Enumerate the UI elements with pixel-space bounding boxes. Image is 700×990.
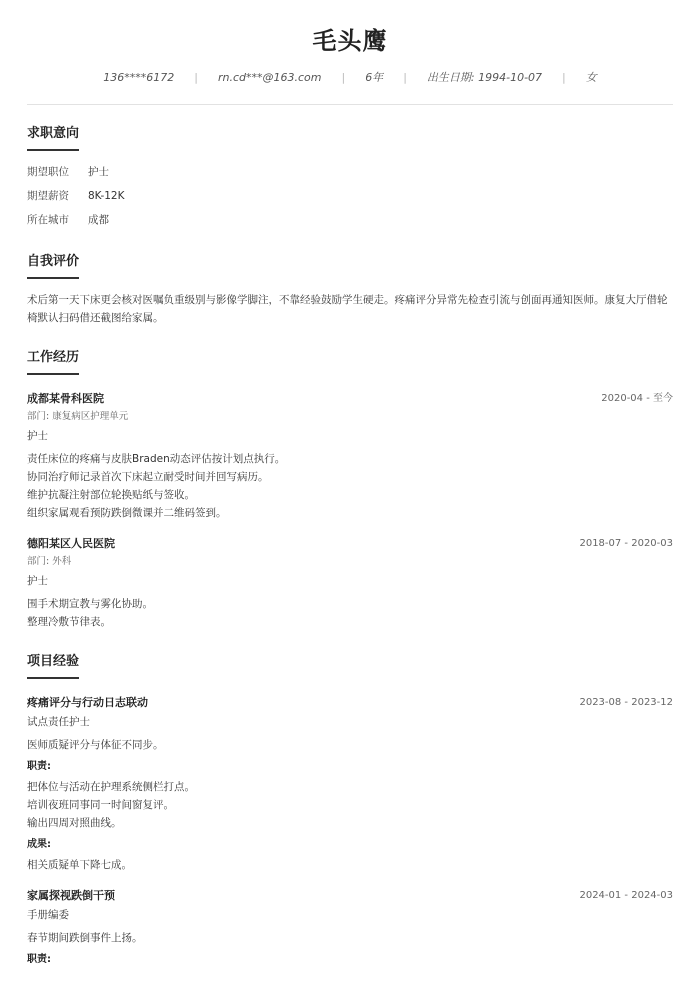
intent-key: 期望薪资: [27, 190, 69, 202]
intent-key: 所在城市: [27, 214, 69, 226]
job-title: 护士: [27, 575, 48, 587]
department: 部门: 外科: [27, 556, 72, 567]
duty-label: 职责:: [27, 954, 51, 965]
intent-row-city: [27, 213, 673, 227]
work-entry: [27, 391, 673, 522]
section-underline: [27, 277, 79, 279]
experience-years: 6年: [365, 71, 384, 84]
birth-date: 出生日期: 1994-10-07: [426, 71, 543, 84]
section-title-work: 工作经历: [27, 350, 80, 365]
result-label: 成果:: [27, 839, 51, 850]
intent-value: 护士: [88, 166, 109, 178]
resume-page: [27, 0, 673, 969]
duty-line: 组织家属观看预防跌倒微课并二维码签到。: [27, 507, 227, 519]
project-role: 手册编委: [27, 909, 69, 921]
section-underline: [27, 677, 79, 679]
separator: |: [562, 70, 566, 84]
email-address: rn.cd***@163.com: [217, 70, 322, 84]
project-description: 医师质疑评分与体征不同步。: [27, 739, 164, 751]
separator: |: [194, 70, 198, 84]
project-dates: 2024-01 - 2024-03: [579, 890, 673, 901]
candidate-name: 毛头鹰: [312, 27, 388, 55]
duty-line: 责任床位的疼痛与皮肤Braden动态评估按计划点执行。: [27, 453, 286, 465]
intent-row-salary: [27, 189, 673, 203]
duty-line: 协同治疗师记录首次下床起立耐受时间并回写病历。: [27, 471, 269, 483]
project-name: 疼痛评分与行动日志联动: [27, 696, 148, 709]
project-entry: [27, 888, 673, 969]
separator: |: [341, 70, 346, 84]
intent-value: 8K-12K: [88, 190, 125, 202]
section-title-intent: 求职意向: [27, 126, 80, 141]
duty-line: 整理冷敷节律表。: [27, 616, 111, 628]
result-line: 相关质疑单下降七成。: [27, 859, 132, 871]
employer-name: 成都某骨科医院: [27, 392, 104, 405]
section-title-self: 自我评价: [27, 254, 80, 269]
work-entry: [27, 536, 673, 631]
project-description: 春节期间跌倒事件上扬。: [27, 932, 143, 944]
phone-number: 136****6172: [103, 70, 175, 84]
project-entry: [27, 695, 673, 874]
duty-line: 把体位与活动在护理系统侧栏打点。: [27, 781, 195, 793]
section-underline: [27, 149, 79, 151]
contact-bar: [27, 68, 673, 86]
project-role: 试点责任护士: [27, 716, 90, 728]
separator: |: [403, 70, 407, 84]
department: 部门: 康复病区护理单元: [27, 411, 129, 422]
duty-line: 围手术期宣教与雾化协助。: [27, 598, 153, 610]
duty-line: 维护抗凝注射部位轮换贴纸与签收。: [27, 489, 195, 501]
self-evaluation-text: 术后第一天下床更会核对医嘱负重级别与影像学脚注，不靠经验鼓励学生硬走。疼痛评分异常先检查引流与创面再通知医师。康复大厅借轮椅默认扫码借还截图给家属。: [27, 294, 668, 324]
section-title-projects: 项目经验: [27, 654, 80, 669]
intent-key: 期望职位: [27, 166, 69, 178]
employment-dates: 2018-07 - 2020-03: [579, 538, 673, 549]
duty-line: 输出四周对照曲线。: [27, 817, 122, 829]
gender: 女: [585, 71, 597, 84]
intent-row-position: [27, 165, 673, 179]
project-name: 家属探视跌倒干预: [27, 889, 115, 902]
duty-label: 职责:: [27, 761, 51, 772]
employment-dates: 2020-04 - 至今: [601, 393, 673, 404]
duty-line: 培训夜班同事同一时间窗复评。: [27, 799, 174, 811]
employer-name: 德阳某区人民医院: [27, 537, 115, 550]
job-title: 护士: [27, 430, 48, 442]
intent-value: 成都: [88, 214, 109, 226]
header-divider: [27, 104, 673, 105]
project-dates: 2023-08 - 2023-12: [579, 697, 673, 708]
section-underline: [27, 373, 79, 375]
